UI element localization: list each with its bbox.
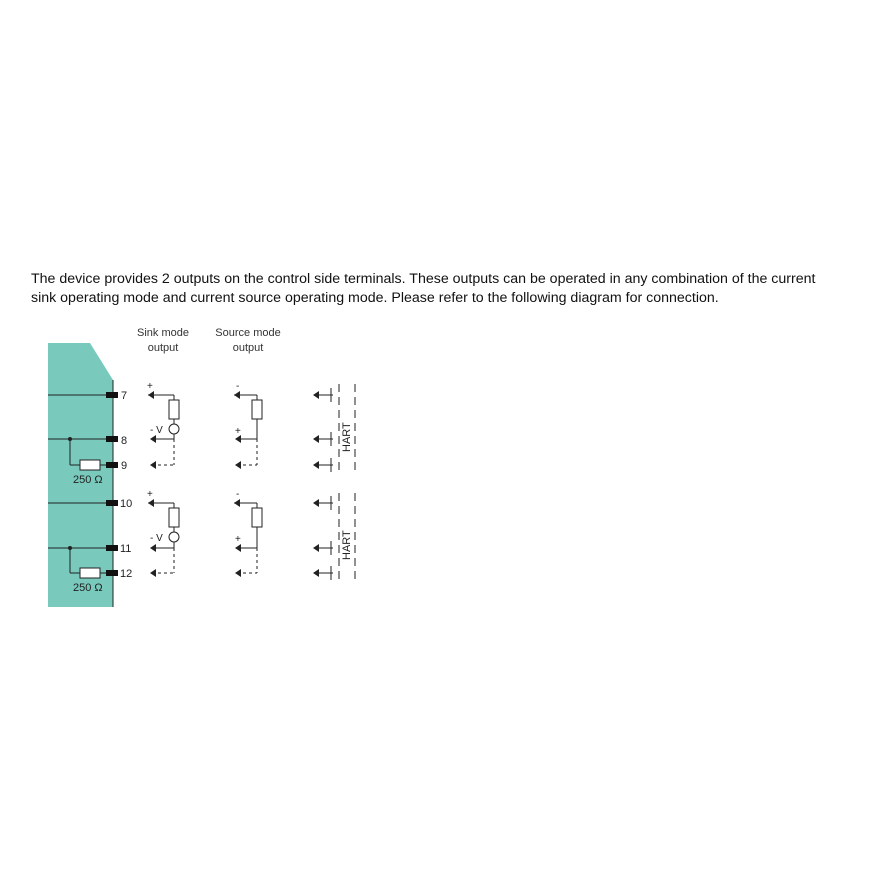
terminal-12 [106,570,118,576]
voltage-source-icon [169,424,179,434]
terminal-10 [106,500,118,506]
terminal-11 [106,545,118,551]
terminal-7 [106,392,118,398]
source-plus-sign-2: + [235,534,241,545]
source-header-line2: output [232,342,264,354]
sink-plus-sign-1: + [147,381,153,392]
terminal-label-7: 7 [121,390,128,402]
intro-line-1: The device provides 2 outputs on the control side terminals. These outputs can be operated in any combination of the current [31,271,816,287]
sink-voltage-label-2: - V [150,533,163,544]
sink-voltage-label-1: - V [150,425,163,436]
resistor-label-2: 250 Ω [73,582,103,594]
resistor-250-icon [80,460,100,470]
voltage-source-icon [169,532,179,542]
sink-header-line1: Sink mode [137,327,189,339]
sink-header-line2: output [147,342,179,354]
source-minus-sign-2: - [236,489,240,500]
terminal-8 [106,436,118,442]
load-resistor-icon [169,508,179,527]
source-minus-sign-1: - [236,381,240,392]
terminal-label-8: 8 [121,435,128,447]
terminal-label-11: 11 [120,543,132,555]
terminal-9 [106,462,118,468]
source-plus-sign-1: + [235,426,241,437]
terminal-label-9: 9 [121,460,128,472]
terminal-label-10: 10 [120,498,133,510]
hart-label-2: HART [341,530,353,560]
resistor-250-icon [80,568,100,578]
hart-label-1: HART [341,422,353,452]
resistor-label-1: 250 Ω [73,474,103,486]
sink-plus-sign-2: + [147,489,153,500]
load-resistor-icon [169,400,179,419]
intro-line-2: sink operating mode and current source operating mode. Please refer to the following diagram for connection. [31,290,719,306]
source-header-line1: Source mode [215,327,281,339]
terminal-label-12: 12 [120,568,133,580]
